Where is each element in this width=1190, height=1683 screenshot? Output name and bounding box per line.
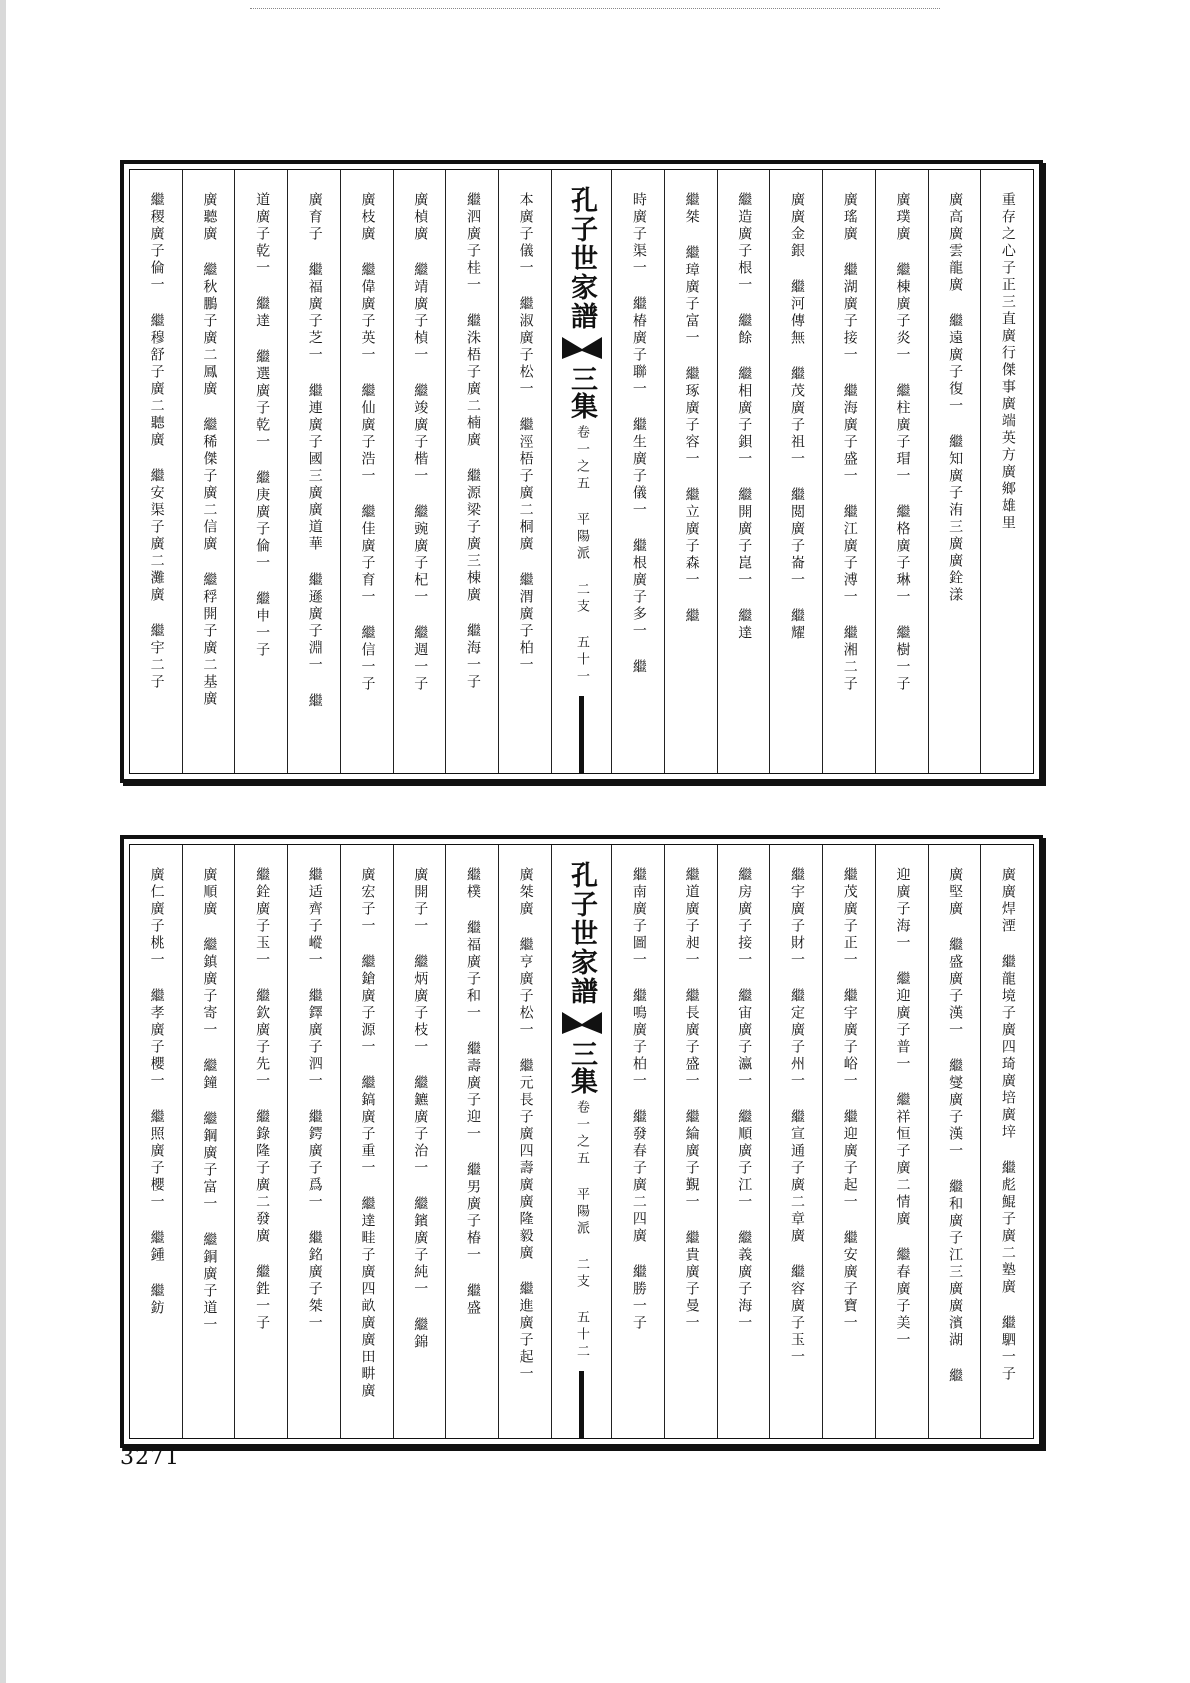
collection-label: 三集 [566, 365, 597, 419]
volume-info: 卷一之五 平陽派 二支 五十二 [574, 1100, 589, 1361]
text-column: 繼茂廣子正一 繼宇廣子峪一 繼迎廣子起一 繼安廣子寶一 [841, 867, 858, 1332]
text-column: 繼宇廣子財一 繼定廣子州一 繼宣通子廣二章廣 繼容廣子玉一 [789, 867, 806, 1366]
page-number: 3271 [120, 1445, 180, 1470]
text-column: 廣仁廣子桃一 繼孝廣子櫻一 繼照廣子櫻一 繼鍾 繼鈁 [148, 867, 165, 1317]
volume-info: 卷一之五 平陽派 二支 五十一 [574, 425, 589, 686]
collection-label: 三集 [566, 1040, 597, 1094]
page-edge [0, 0, 6, 1683]
text-column: 廣開子一 繼炳廣子枝一 繼鑣廣子治一 繼鑌廣子純一 繼錦 [412, 867, 429, 1351]
text-column: 繼适齊子嵷一 繼鐸廣子泗一 繼鍔廣子爲一 繼銘廣子桀一 [306, 867, 323, 1332]
text-column: 廣廣金銀 繼河傳無 繼茂廣子祖一 繼閲廣子崙一 繼耀 [789, 192, 806, 642]
text-column: 繼南廣子圖一 繼鳴廣子柏一 繼發春子廣二四廣 繼勝一子 [630, 867, 647, 1332]
text-column: 迎廣子海一 繼迎廣子普一 繼祥恒子廣二情廣 繼春廣子美一 [894, 867, 911, 1349]
text-column: 繼銓廣子玉一 繼欽廣子先一 繼錄隆子廣二發廣 繼鉎一子 [254, 867, 271, 1332]
book-title: 孔子世家譜 [566, 186, 597, 331]
text-column: 廣聽廣 繼秋鵬子廣二鳳廣 繼稀傑子廣二信廣 繼稃開子廣二基廣 [201, 192, 218, 708]
fish-tail-mark-icon [562, 337, 602, 359]
fold-rule [579, 696, 584, 773]
text-column: 廣高廣雲龍廣 繼遠廣子復一 繼知廣子洧三廣廣銓漾 [947, 192, 964, 604]
center-fold [551, 845, 611, 1438]
scan-artifact [250, 8, 940, 21]
text-column: 繼桀 繼璋廣子富一 繼琢廣子容一 繼立廣子森一 繼 [683, 192, 700, 625]
text-column: 廣育子 繼福廣子芝一 繼連廣子國三廣廣道華 繼遜廣子淵一 繼 [306, 192, 323, 710]
text-column: 廣枝廣 繼偉廣子英一 繼仙廣子浩一 繼佳廣子育一 繼信一子 [359, 192, 376, 693]
text-column: 繼稷廣子倫一 繼穆舒子廣二聽廣 繼安渠子廣二灘廣 繼宇二子 [148, 192, 165, 691]
text-column: 廣桀廣 繼亨廣子松一 繼元長子廣四壽廣廣隆毅廣 繼進廣子起一 [517, 867, 534, 1383]
text-column: 廣宏子一 繼鎗廣子源一 繼鎬廣子重一 繼達畦子廣四畝廣廣田畊廣 [359, 867, 376, 1400]
text-column: 廣廣焊湮 繼龍境子廣四琦廣培廣垶 繼彪鯤子廣二塾廣 繼駟一子 [999, 867, 1016, 1383]
fold-rule [579, 1371, 584, 1438]
text-column: 廣順廣 繼鎮廣子寄一 繼鐘 繼鋼廣子富一 繼銅廣子道一 [201, 867, 218, 1334]
text-column: 廣楨廣 繼靖廣子楨一 繼竣廣子楷一 繼豌廣子杞一 繼週一子 [412, 192, 429, 693]
text-column: 本廣子儀一 繼淑廣子松一 繼涇梧子廣二桐廣 繼渭廣子柏一 [517, 192, 534, 674]
text-column: 重存之心子正三直廣行傑事廣端英方廣鄉雄里 [999, 192, 1016, 532]
text-column: 廣璞廣 繼棟廣子炎一 繼柱廣子瑁一 繼格廣子琳一 繼樹一子 [894, 192, 911, 693]
fish-tail-mark-icon [562, 1012, 602, 1034]
text-column: 道廣子乾一 繼達 繼選廣子乾一 繼庚廣子倫一 繼申一子 [254, 192, 271, 659]
center-fold [551, 170, 611, 773]
text-column: 廣堅廣 繼盛廣子漢一 繼燮廣子漢一 繼和廣子江三廣廣濱湖 繼 [947, 867, 964, 1385]
text-column: 繼房廣子接一 繼宙廣子瀛一 繼順廣子江一 繼義廣子海一 [736, 867, 753, 1332]
text-column: 廣瑤廣 繼湖廣子接一 繼海廣子盛一 繼江廣子溥一 繼湘二子 [841, 192, 858, 693]
text-column: 繼樸 繼福廣子和一 繼壽廣子迎一 繼男廣子椿一 繼盛 [464, 867, 481, 1317]
genealogy-panel-bottom [120, 835, 1043, 1448]
genealogy-panel-top [120, 160, 1043, 783]
text-column: 時廣子渠一 繼椿廣子聯一 繼生廣子儀一 繼根廣子多一 繼 [630, 192, 647, 676]
text-column: 繼泗廣子桂一 繼洙梧子廣二楠廣 繼源梁子廣三棟廣 繼海一子 [464, 192, 481, 691]
text-column: 繼道廣子昶一 繼長廣子盛一 繼綸廣子覲一 繼貴廣子曼一 [683, 867, 700, 1332]
book-title: 孔子世家譜 [566, 861, 597, 1006]
text-column: 繼造廣子根一 繼餘 繼相廣子鋇一 繼開廣子崑一 繼達 [736, 192, 753, 642]
